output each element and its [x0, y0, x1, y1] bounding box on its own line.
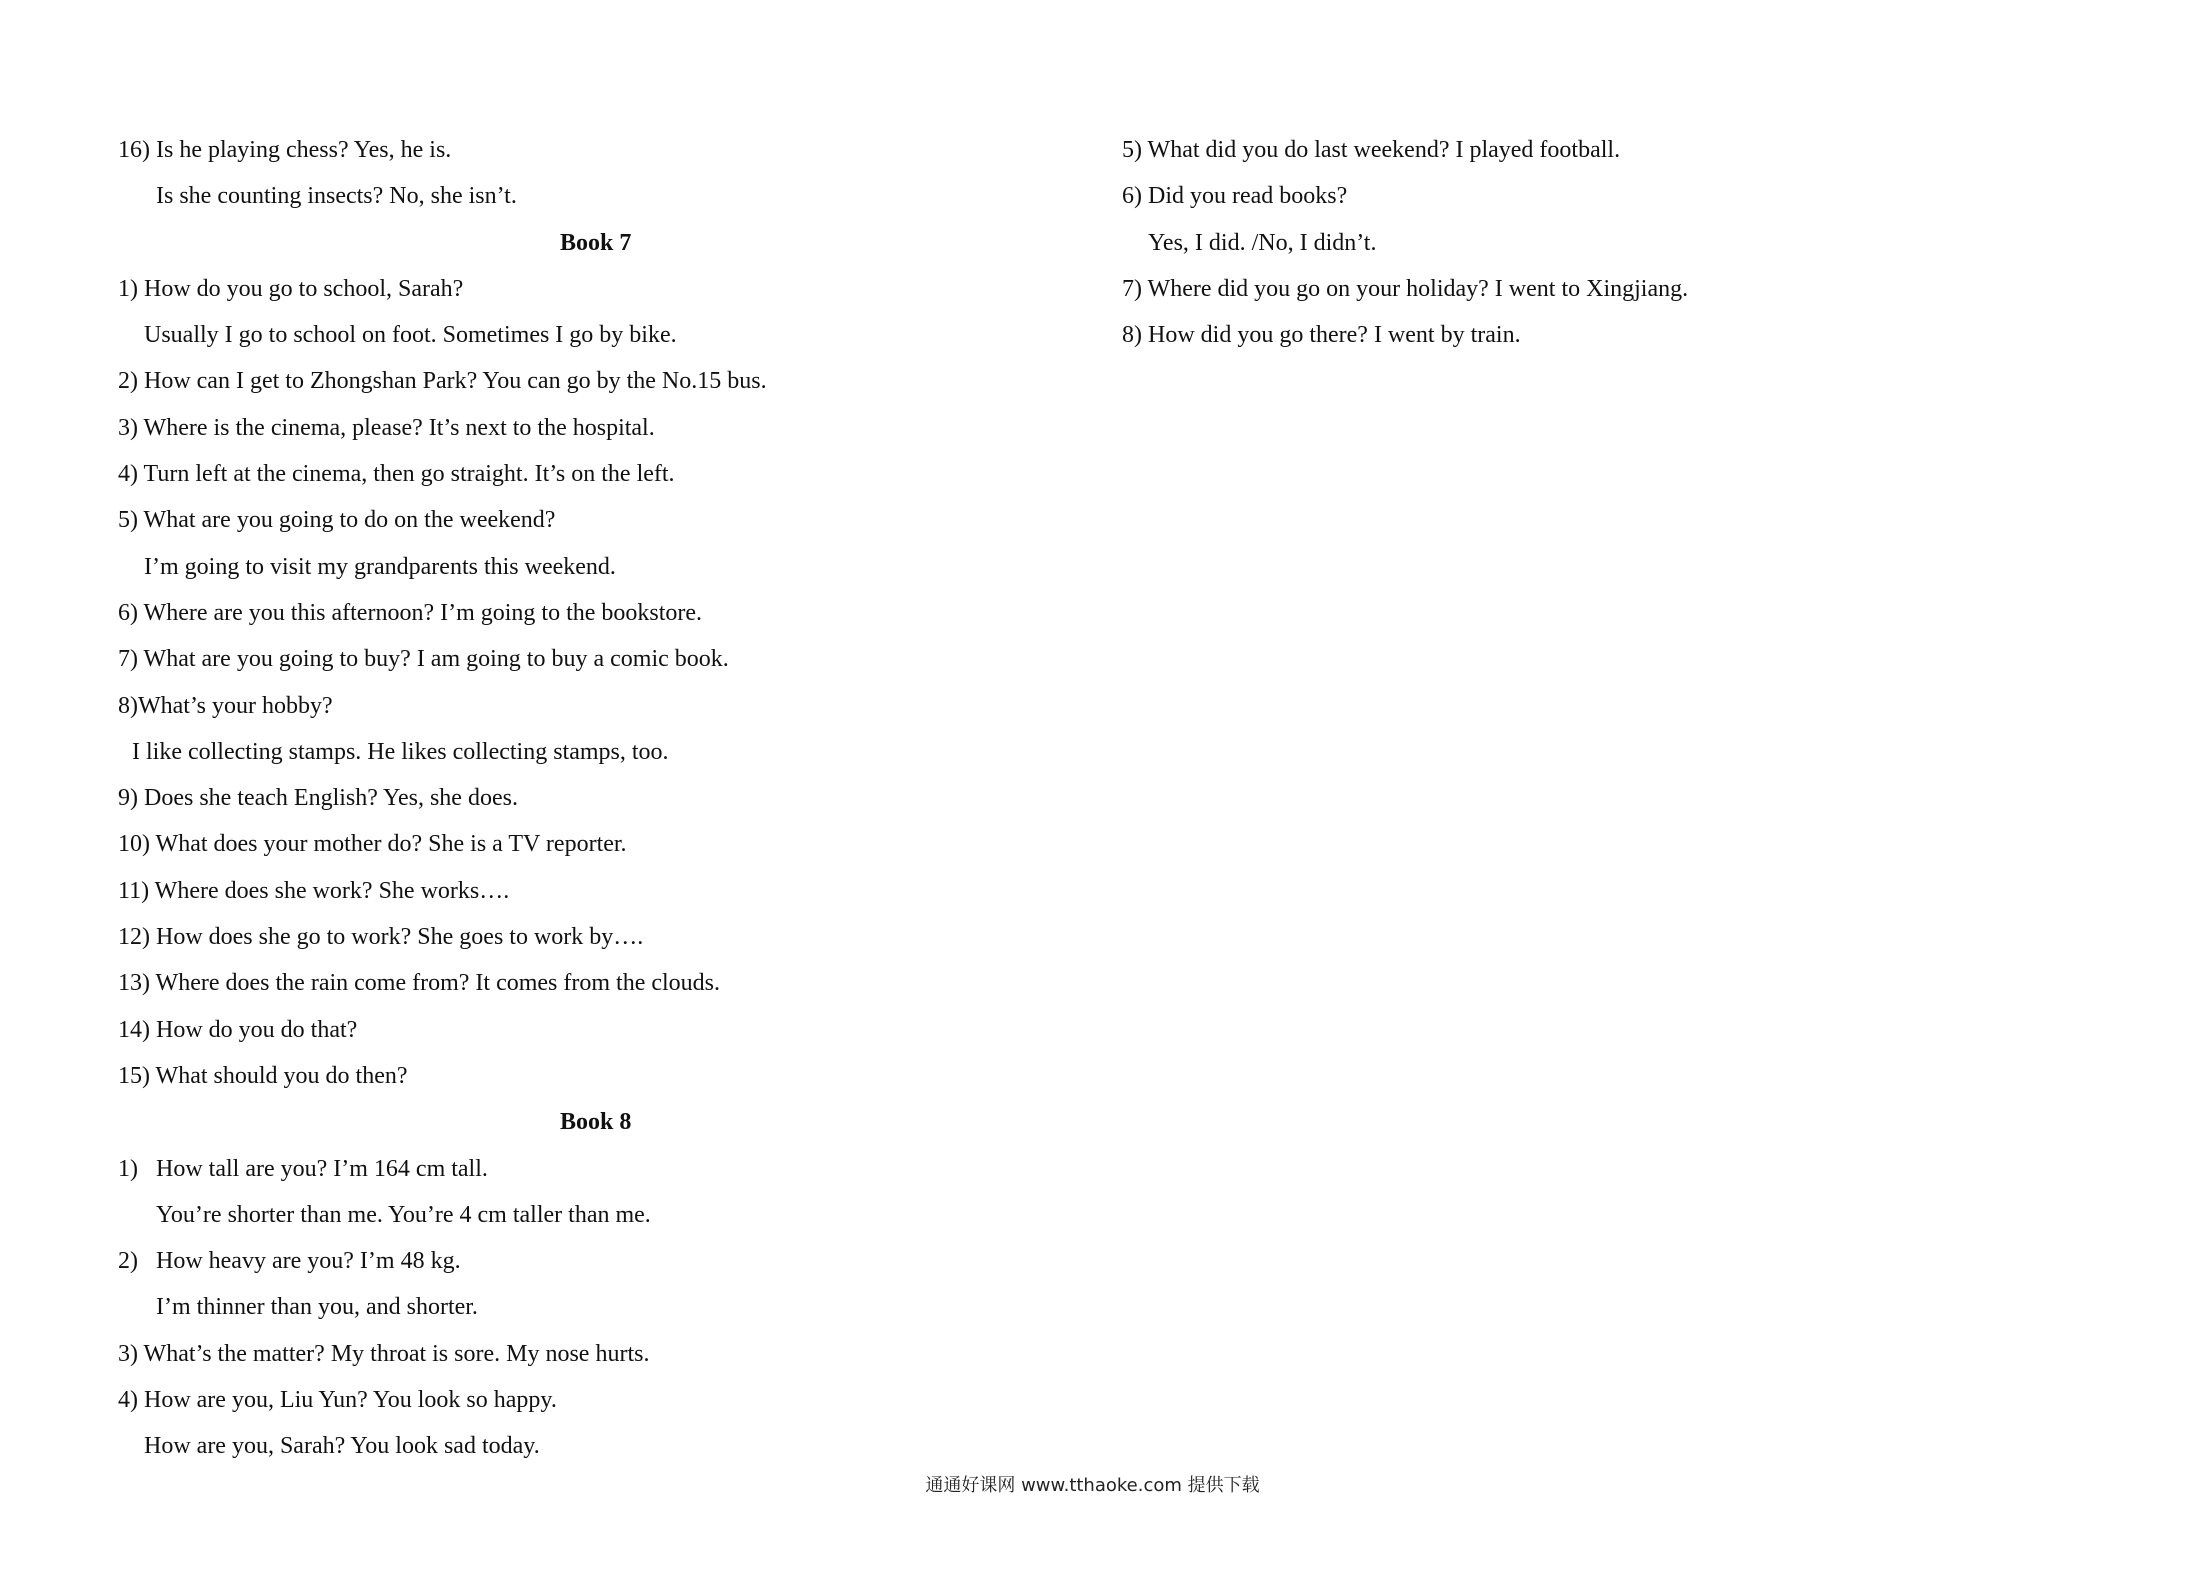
text-line: 6) Did you read books? [1122, 183, 1348, 210]
text-line: 10) What does your mother do? She is a TV reporter. [118, 831, 627, 858]
text-line: 8) How did you go there? I went by train. [1122, 322, 1521, 349]
text-line: I’m thinner than you, and shorter. [156, 1294, 478, 1321]
text-line: You’re shorter than me. You’re 4 cm taller than me. [156, 1201, 651, 1228]
text-line: How are you, Sarah? You look sad today. [144, 1433, 540, 1460]
text-line: 16) Is he playing chess? Yes, he is. [118, 137, 452, 163]
right-column [1122, 127, 2122, 358]
text-line: Yes, I did. /No, I didn’t. [1148, 229, 1377, 256]
text-line: 2) How heavy are you? I’m 48 kg. [118, 1248, 461, 1275]
section-heading: Book 7 [560, 229, 632, 256]
text-line: 1) How do you go to school, Sarah? [118, 275, 464, 302]
text-line: Usually I go to school on foot. Sometimes I go by bike. [144, 322, 677, 349]
page-footer: 通通好课网 www.tthaoke.com 提供下载 [925, 1475, 1260, 1496]
text-line: 12) How does she go to work? She goes to work by…. [118, 924, 644, 951]
text-line: 14) How do you do that? [118, 1016, 358, 1043]
text-line: 11) Where does she work? She works…. [118, 877, 510, 904]
text-line: 13) Where does the rain come from? It comes from the clouds. [118, 970, 721, 997]
text-line: 15) What should you do then? [118, 1062, 408, 1089]
text-line: 8)What’s your hobby? [118, 692, 333, 719]
text-line: 7) What are you going to buy? I am going to buy a comic book. [118, 646, 729, 673]
text-line: 5) What are you going to do on the weekend? [118, 507, 556, 534]
text-line: Is she counting insects? No, she isn’t. [156, 183, 517, 210]
section-heading: Book 8 [560, 1109, 632, 1136]
text-line: 5) What did you do last weekend? I played football. [1122, 137, 1621, 163]
text-line: 3) What’s the matter? My throat is sore. My nose hurts. [118, 1340, 650, 1367]
text-line: 4) How are you, Liu Yun? You look so happy. [118, 1387, 557, 1414]
text-line: 3) Where is the cinema, please? It’s next to the hospital. [118, 414, 655, 441]
text-line: 2) How can I get to Zhongshan Park? You can go by the No.15 bus. [118, 368, 767, 395]
left-column [118, 127, 1078, 1470]
text-line: 1) How tall are you? I’m 164 cm tall. [118, 1155, 488, 1182]
text-line: I like collecting stamps. He likes collecting stamps, too. [132, 738, 669, 765]
text-line: I’m going to visit my grandparents this weekend. [144, 553, 616, 580]
text-line: 9) Does she teach English? Yes, she does. [118, 785, 518, 812]
text-line: 7) Where did you go on your holiday? I went to Xingjiang. [1122, 275, 1689, 302]
text-line: 6) Where are you this afternoon? I’m going to the bookstore. [118, 599, 703, 626]
text-line: 4) Turn left at the cinema, then go straight. It’s on the left. [118, 461, 675, 488]
